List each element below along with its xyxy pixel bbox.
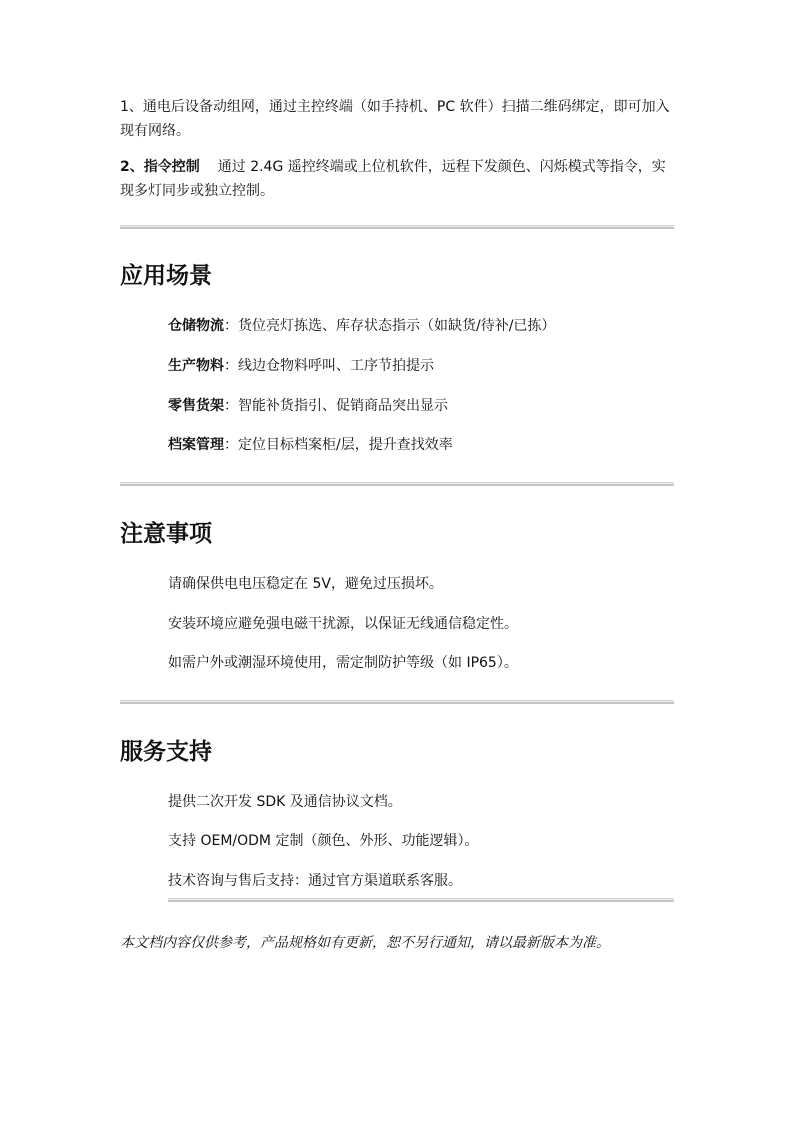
list-item <box>168 315 555 337</box>
scenario-term: 仓储物流 <box>168 318 224 334</box>
scenario-text: 线边仓物料呼叫、工序节拍提示 <box>238 358 434 374</box>
list-item <box>168 355 434 377</box>
disclaimer-note: 本文档内容仅供参考，产品规格如有更新，恕不另行通知，请以最新版本为准。 <box>120 935 610 951</box>
scenario-term: 档案管理 <box>168 437 224 453</box>
instruction-control-text: 通过 2.4G 遥控终端或上位机软件，远程下发颜色、闪烁模式等指令，实现多灯同步或独立控制。 <box>120 159 666 199</box>
section-title-scenarios: 应用场景 <box>120 263 212 289</box>
scenario-term: 生产物料 <box>168 358 224 374</box>
intro-paragraph-2 <box>120 155 676 203</box>
section-divider <box>120 700 674 704</box>
section-divider <box>120 225 674 229</box>
section-divider <box>120 482 674 486</box>
section-title-support: 服务支持 <box>120 739 212 765</box>
scenario-text: 智能补货指引、促销商品突出显示 <box>238 398 448 414</box>
intro-paragraph-1: 1、通电后设备动组网，通过主控终端（如手持机、PC 软件）扫描二维码绑定，即可加入现有网络。 <box>120 99 670 139</box>
list-item: 技术咨询与售后支持：通过官方渠道联系客服。 <box>168 873 462 889</box>
list-item <box>168 434 453 456</box>
scenario-term: 零售货架 <box>168 398 224 414</box>
list-item: 安装环境应避免强电磁干扰源，以保证无线通信稳定性。 <box>168 616 518 632</box>
scenario-text: 定位目标档案柜/层，提升查找效率 <box>238 437 453 453</box>
list-item <box>168 395 448 417</box>
section-divider <box>168 898 674 902</box>
list-item: 请确保供电电压稳定在 5V，避免过压损坏。 <box>168 576 443 592</box>
list-item: 支持 OEM/ODM 定制（颜色、外形、功能逻辑）。 <box>168 833 479 849</box>
list-item: 提供二次开发 SDK 及通信协议文档。 <box>168 794 402 810</box>
colon: ： <box>224 437 238 453</box>
colon: ： <box>224 398 238 414</box>
colon: ： <box>224 358 238 374</box>
colon: ： <box>224 318 238 334</box>
section-title-notes: 注意事项 <box>120 521 212 547</box>
instruction-control-term: 2、指令控制 <box>120 159 200 175</box>
scenario-text: 货位亮灯拣选、库存状态指示（如缺货/待补/已拣） <box>238 318 556 334</box>
list-item: 如需户外或潮湿环境使用，需定制防护等级（如 IP65）。 <box>168 655 518 671</box>
